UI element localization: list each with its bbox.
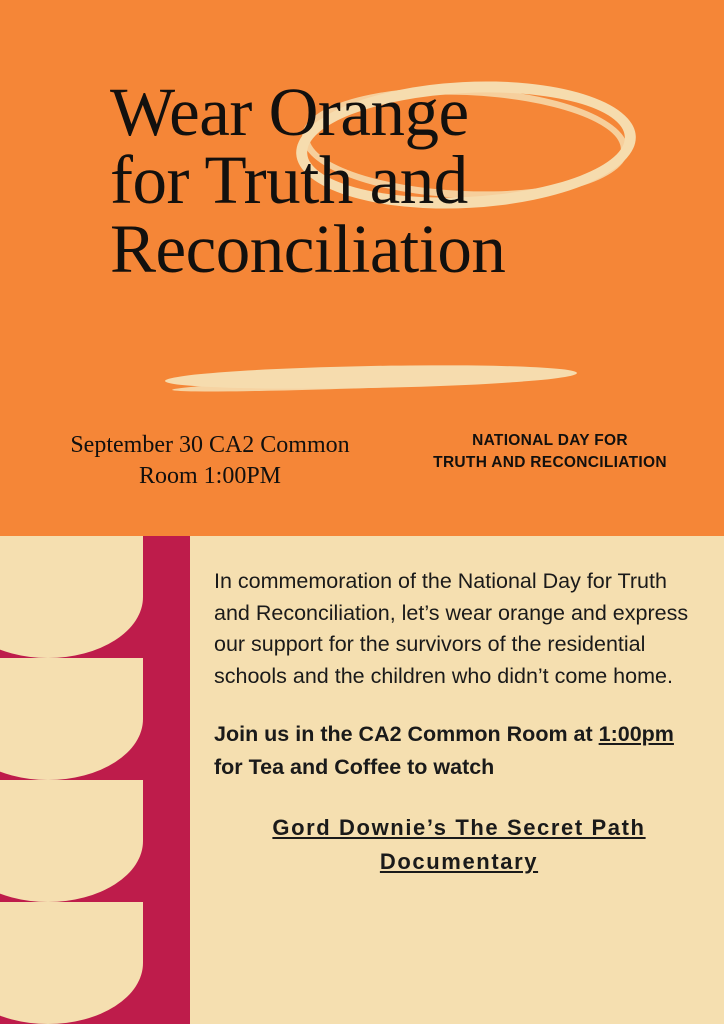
national-day-line-1: NATIONAL DAY FOR [472,432,628,449]
event-date-time: September 30 CA2 Common Room 1:00PM [70,432,350,490]
petal-shape [0,780,143,902]
invitation-paragraph [214,718,704,783]
petal-shape [0,902,143,1024]
national-day-line-2: TRUTH AND RECONCILIATION [433,454,667,472]
headline-line-1: Wear Orange [110,74,469,150]
body-copy [214,566,704,879]
invitation-time: 1:00pm [598,722,674,747]
decorative-petal-strip [0,536,190,1024]
invitation-text-post: for Tea and Coffee to watch [214,754,495,779]
petal-shape [0,658,143,780]
petal-shape [0,536,143,658]
commemoration-paragraph: In commemoration of the National Day for Truth and Reconciliation, let’s wear orange and express our support for the survivors of the residential schools and the children who didn’t come home. [214,569,689,688]
page-title [110,74,630,287]
headline-line-3: Reconciliation [110,210,506,287]
invitation-text-pre: Join us in the CA2 Common Room at [214,722,599,747]
headline-line-2: for Truth and [110,142,468,219]
film-title-line-2: Documentary [379,848,539,874]
national-day-label [400,430,700,475]
film-title-line-1: Gord Downie’s The Secret Path [272,814,646,840]
